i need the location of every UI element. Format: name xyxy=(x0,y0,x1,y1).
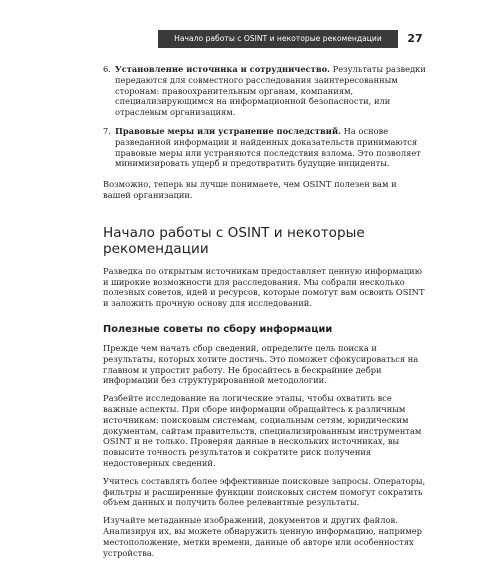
list-item-lead: Установление источника и сотрудничество. xyxy=(115,64,331,74)
paragraph: Изучайте метаданные изображений, документов и других файлов. Анализируя их, вы можете обнаружить ценную информацию, например местоположение, метки времени, данные об авторе или особенностях устройства. xyxy=(103,515,422,558)
numbered-list xyxy=(103,64,426,169)
body-text xyxy=(103,64,426,565)
running-header: Начало работы с OSINT и некоторые рекомендации xyxy=(158,30,398,48)
paragraph: Учитесь составлять более эффективные поисковые запросы. Операторы, фильтры и расширенные функции поисковых систем помогут сократить объем данных и получить более релевантные результаты. xyxy=(103,475,426,508)
page-number: 27 xyxy=(407,32,423,45)
closing-paragraph: Возможно, теперь вы лучше понимаете, чем OSINT полезен вам и вашей организации. xyxy=(103,179,397,200)
list-item-lead: Правовые меры или устранение последствий. xyxy=(115,125,341,136)
list-item-text: Результаты разведки передаются для совместного расследования заинтересованным сторонам: правоохранительным органам, компаниям, специализирующимся на информационной безопасности, или отраслевым организациям. xyxy=(115,64,426,118)
list-item xyxy=(103,64,426,118)
subsection-heading: Полезные советы по сбору информации xyxy=(103,323,333,335)
list-item xyxy=(103,126,426,169)
paragraph: Прежде чем начать сбор сведений, определите цель поиска и результаты, которых хотите достичь. Это поможет сфокусироваться на главном и упростит работу. Не бросайтесь в бескрайние дебри информации без структурированной методологии. xyxy=(103,342,419,386)
list-item-text: На основе разведанной информации и найденных доказательств принимаются правовые меры или устраняются последствия взлома. Это позволяет минимизировать ущерб и предотвратить будущие инциденты. xyxy=(115,125,421,169)
section-intro: Разведка по открытым источникам предоставляет ценную информацию и широкие возможности для расследования. Мы собрали несколько полезных советов, идей и ресурсов, которые помогут вам освоить OSINT и заложить прочную основу для исследований. xyxy=(103,265,425,309)
section-heading: Начало работы с OSINT и некоторые рекомендации xyxy=(103,224,365,258)
paragraph: Разбейте исследование на логические этапы, чтобы охватить все важные аспекты. При сборе информации обращайтесь к различным источникам: поисковым системам, социальным сетям, юридическим документам, сайтам правительств, специализированным инструментам OSINT и не только. Проверяя данные в нескольких источниках, вы повысите точность результатов и сократите риск получения недостоверных сведений. xyxy=(103,393,422,468)
list-item-number: 6. xyxy=(103,64,111,74)
list-item-number: 7. xyxy=(103,125,111,136)
